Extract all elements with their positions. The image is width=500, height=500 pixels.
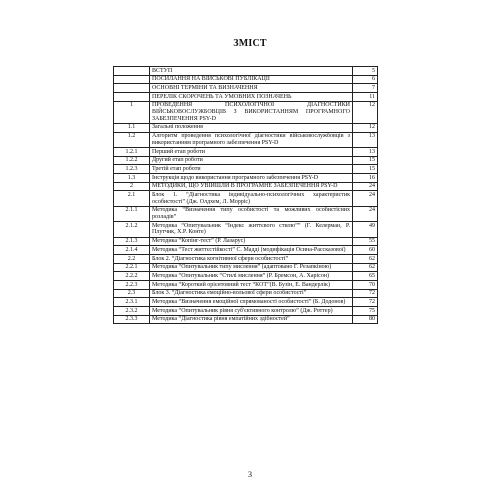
table-row: [114, 156, 378, 165]
table-row: [114, 182, 378, 191]
toc-page-number: 24: [353, 182, 378, 191]
table-row: [114, 173, 378, 182]
toc-section-number: 2.1.3: [114, 237, 150, 246]
toc-section-title: Блок 3. “Діагностика емоційно-вольової сфери особистості”: [150, 289, 353, 298]
table-row: [114, 165, 378, 174]
toc-page-number: 16: [353, 173, 378, 182]
toc-section-title: Третій етап роботи: [150, 165, 353, 174]
table-row: [114, 263, 378, 272]
table-of-contents: [113, 66, 378, 324]
toc-section-title: Методика “Опитувальник “Стилі мислення” (Р. Бремсон, А. Харісон): [150, 272, 353, 281]
toc-section-number: 2.1.1: [114, 206, 150, 221]
table-row: [114, 246, 378, 255]
toc-section-title: Алгоритм проведення психологічної діагностики військовослужбовців з використанням програмного забезпечення PSY-D: [150, 132, 353, 147]
table-row: [114, 280, 378, 289]
toc-page-number: 70: [353, 280, 378, 289]
toc-section-number: 2.1.2: [114, 222, 150, 237]
toc-page-number: 62: [353, 263, 378, 272]
toc-section-title: Інструкція щодо використання програмного забезпечення PSY-D: [150, 173, 353, 182]
toc-section-title: Загальні положення: [150, 123, 353, 132]
toc-section-number: 2.1.4: [114, 246, 150, 255]
toc-section-title: Методика “Діагностика рівня емпатійних здібностей”: [150, 315, 353, 324]
table-row: [114, 93, 378, 102]
toc-page-number: 60: [353, 246, 378, 255]
toc-page-number: 24: [353, 206, 378, 221]
toc-page-number: 49: [353, 222, 378, 237]
toc-section-title: Методика “Тест життєстійкості” С. Мадді (модифікація Осина-Рассказової): [150, 246, 353, 255]
toc-section-number: 2.3.3: [114, 315, 150, 324]
page-number: 3: [248, 470, 252, 479]
toc-section-number: 2.3: [114, 289, 150, 298]
toc-section-title: ПРОВЕДЕННЯ ПСИХОЛОГІЧНОЇ ДІАГНОСТИКИ ВІЙСЬКОВОСЛУЖБОВЦІВ З ВИКОРИСТАННЯМ ПРОГРАМНОГО ЗАБЕЗПЕЧЕННЯ PSY-D: [150, 101, 353, 123]
toc-section-title: Методика “Опитувальник “Індекс життєвого стилю”” (Г. Келерман, Р. Плутчик, Х.Р. Конте): [150, 222, 353, 237]
toc-section-number: 2.3.2: [114, 307, 150, 316]
toc-body: [114, 67, 378, 324]
toc-page-number: 12: [353, 101, 378, 123]
toc-section-title: МЕТОДИКИ, ЩО УВІЙШЛИ В ПРОГРАМНЕ ЗАБЕЗПЕЧЕННЯ PSY-D: [150, 182, 353, 191]
table-row: [114, 132, 378, 147]
toc-section-title: Методика “Копінг-тест” (Р. Лазарус): [150, 237, 353, 246]
table-row: [114, 289, 378, 298]
toc-section-number: [114, 75, 150, 84]
toc-section-number: [114, 84, 150, 93]
toc-page-number: 72: [353, 298, 378, 307]
toc-section-number: 2.1: [114, 191, 150, 206]
toc-page-number: 11: [353, 93, 378, 102]
toc-page-number: 65: [353, 272, 378, 281]
toc-section-number: 2.2.1: [114, 263, 150, 272]
toc-page-number: 12: [353, 123, 378, 132]
toc-page-number: 55: [353, 237, 378, 246]
toc-section-number: 1.2: [114, 132, 150, 147]
toc-page-number: 80: [353, 315, 378, 324]
toc-section-number: 1.2.1: [114, 147, 150, 156]
toc-page-number: 75: [353, 307, 378, 316]
toc-page-number: 72: [353, 289, 378, 298]
table-row: [114, 272, 378, 281]
toc-section-number: [114, 93, 150, 102]
table-row: [114, 75, 378, 84]
table-row: [114, 101, 378, 123]
toc-section-number: 2.2.2: [114, 272, 150, 281]
toc-page-number: 7: [353, 84, 378, 93]
toc-section-number: 2.2: [114, 254, 150, 263]
toc-section-title: Другий етап роботи: [150, 156, 353, 165]
toc-page-number: 13: [353, 132, 378, 147]
toc-section-title: Методика “Визначення емоційної спрямованості особистості” (Б. Додонов): [150, 298, 353, 307]
table-row: [114, 298, 378, 307]
toc-section-title: Методика “Короткий орієнтовний тест “КОТ”(В. Бузін, Е. Вандерлік): [150, 280, 353, 289]
table-row: [114, 67, 378, 76]
toc-section-title: ПЕРЕЛІК СКОРОЧЕНЬ ТА УМОВНИХ ПОЗНАЧЕНЬ: [150, 93, 353, 102]
table-row: [114, 84, 378, 93]
toc-section-title: Методика “Опитувальник типу мислення” (адаптовано Г. Резапкіною): [150, 263, 353, 272]
toc-section-title: Перший етап роботи: [150, 147, 353, 156]
toc-section-number: 1.1: [114, 123, 150, 132]
toc-section-number: 2.3.1: [114, 298, 150, 307]
toc-section-number: 1: [114, 101, 150, 123]
toc-page-number: 6: [353, 75, 378, 84]
table-row: [114, 123, 378, 132]
table-row: [114, 237, 378, 246]
table-row: [114, 206, 378, 221]
table-row: [114, 307, 378, 316]
toc-section-title: Методика “Опитувальник рівня суб'єктивного контролю” (Дж. Роттер): [150, 307, 353, 316]
table-row: [114, 191, 378, 206]
toc-page-number: 62: [353, 254, 378, 263]
toc-page-number: 13: [353, 147, 378, 156]
toc-page-number: 15: [353, 165, 378, 174]
toc-section-number: [114, 67, 150, 76]
table-row: [114, 147, 378, 156]
toc-section-number: 1.3: [114, 173, 150, 182]
table-row: [114, 315, 378, 324]
table-row: [114, 222, 378, 237]
toc-section-number: 2.2.3: [114, 280, 150, 289]
toc-section-number: 1.2.3: [114, 165, 150, 174]
toc-section-title: ОСНОВНІ ТЕРМІНИ ТА ВИЗНАЧЕННЯ: [150, 84, 353, 93]
toc-section-title: Методика “Визначення типу особистості та можливих особистісних розладів”: [150, 206, 353, 221]
toc-section-title: Блок 1. “Діагностика індивідуально-психологічних характеристик особистості” (Дж. Олдхем, Л. Морріс): [150, 191, 353, 206]
toc-section-number: 2: [114, 182, 150, 191]
toc-section-title: Блок 2. “Діагностика когнітивної сфери особистості”: [150, 254, 353, 263]
table-row: [114, 254, 378, 263]
page-title: ЗМІСТ: [233, 38, 267, 49]
toc-section-title: ПОСИЛАННЯ НА ВІЙСЬКОВІ ПУБЛІКАЦІЇ: [150, 75, 353, 84]
toc-page-number: 15: [353, 156, 378, 165]
toc-section-title: ВСТУП: [150, 67, 353, 76]
toc-page-number: 5: [353, 67, 378, 76]
toc-section-number: 1.2.2: [114, 156, 150, 165]
toc-page-number: 24: [353, 191, 378, 206]
